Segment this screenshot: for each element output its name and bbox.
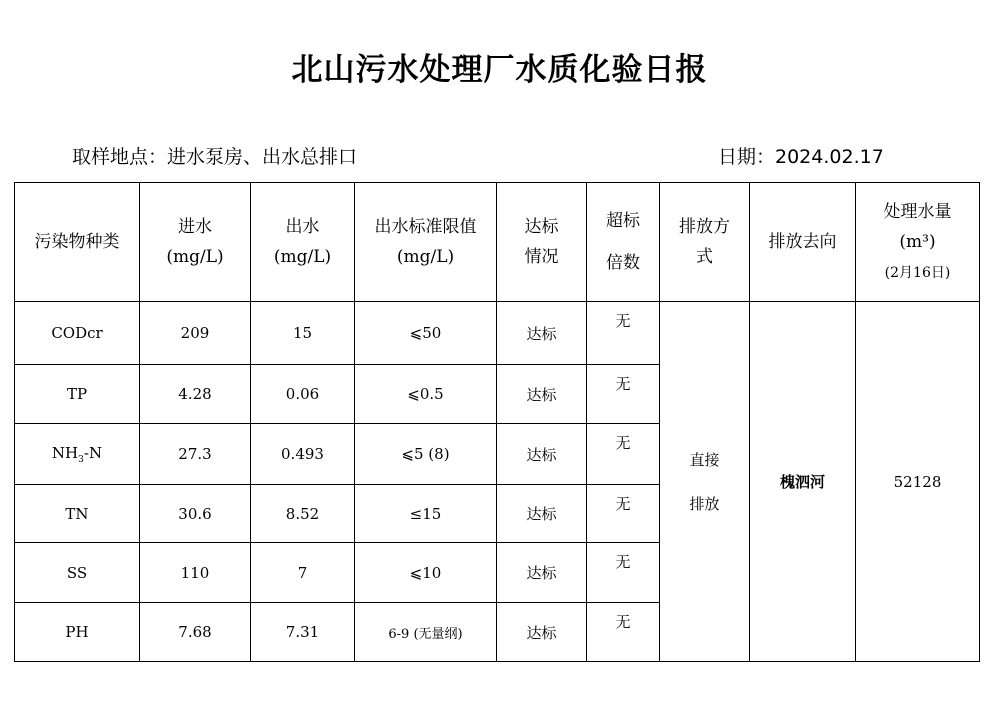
- limit-cell: ⩽0.5: [355, 365, 497, 424]
- influent-cell: 7.68: [140, 603, 251, 662]
- limit-cell: ≤15: [355, 485, 497, 543]
- pollutant-cell: CODcr: [15, 302, 140, 365]
- over-cell: 无: [587, 543, 660, 603]
- pollutant-cell: TP: [15, 365, 140, 424]
- limit-cell: ⩽5 (8): [355, 424, 497, 485]
- effluent-cell: 15: [251, 302, 355, 365]
- header-volume: 处理水量 (m³) (2月16日): [856, 183, 980, 302]
- effluent-cell: 7: [251, 543, 355, 603]
- header-pollutant: 污染物种类: [15, 183, 140, 302]
- effluent-cell: 7.31: [251, 603, 355, 662]
- pollutant-cell: PH: [15, 603, 140, 662]
- pollutant-cell: SS: [15, 543, 140, 603]
- table-row: [15, 302, 980, 365]
- sampling-location: 取样地点：进水泵房、出水总排口: [72, 146, 358, 168]
- over-cell: 无: [587, 302, 660, 365]
- effluent-cell: 0.06: [251, 365, 355, 424]
- report-title: 北山污水处理厂水质化验日报: [291, 52, 708, 88]
- header-destination: 排放去向: [750, 183, 856, 302]
- header-method: 排放方 式: [660, 183, 750, 302]
- limit-cell: ⩽10: [355, 543, 497, 603]
- status-cell: 达标: [497, 603, 587, 662]
- influent-cell: 4.28: [140, 365, 251, 424]
- over-cell: 无: [587, 424, 660, 485]
- influent-cell: 27.3: [140, 424, 251, 485]
- header-effluent: 出水 (mg/L): [251, 183, 355, 302]
- pollutant-cell: $NH_3-N$: [15, 424, 140, 485]
- limit-cell: 6-9 (无量纲): [355, 603, 497, 662]
- limit-cell: ⩽50: [355, 302, 497, 365]
- discharge-destination-cell: 槐泗河: [750, 302, 856, 662]
- header-influent: 进水 (mg/L): [140, 183, 251, 302]
- status-cell: 达标: [497, 543, 587, 603]
- report-date: 日期：2024.02.17: [718, 146, 884, 168]
- header-limit: 出水标准限值 (mg/L): [355, 183, 497, 302]
- status-cell: 达标: [497, 302, 587, 365]
- over-cell: 无: [587, 603, 660, 662]
- effluent-cell: 0.493: [251, 424, 355, 485]
- header-over: 超标 倍数: [587, 183, 660, 302]
- status-cell: 达标: [497, 424, 587, 485]
- over-cell: 无: [587, 365, 660, 424]
- effluent-cell: 8.52: [251, 485, 355, 543]
- water-quality-table: [14, 182, 980, 662]
- over-cell: 无: [587, 485, 660, 543]
- header-status: 达标 情况: [497, 183, 587, 302]
- influent-cell: 209: [140, 302, 251, 365]
- header-row: [15, 183, 980, 302]
- influent-cell: 110: [140, 543, 251, 603]
- status-cell: 达标: [497, 365, 587, 424]
- influent-cell: 30.6: [140, 485, 251, 543]
- treated-volume-cell: 52128: [856, 302, 980, 662]
- status-cell: 达标: [497, 485, 587, 543]
- pollutant-cell: TN: [15, 485, 140, 543]
- discharge-method-cell: 直接 排放: [660, 302, 750, 662]
